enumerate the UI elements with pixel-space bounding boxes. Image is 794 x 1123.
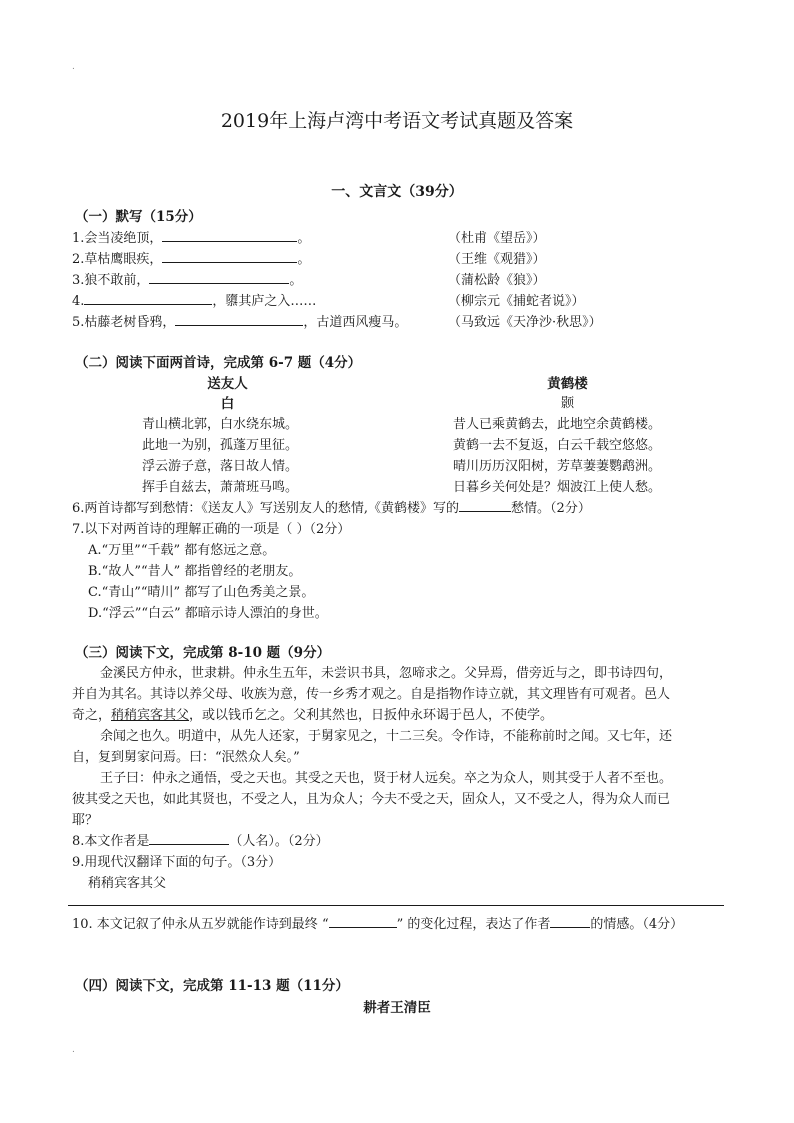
option-c: C.“青山”“晴川” 都写了山色秀美之景。 (88, 585, 315, 600)
recite-item-3: 3.狼不敢前， 。 (72, 273, 303, 288)
underlined-sentence: 稍稍宾客其父 (111, 708, 190, 723)
question-8: 8.本文作者是 （人名）。（2分） (72, 834, 329, 849)
recite-item-1: 1.会当凌绝顶， 。 (72, 231, 311, 246)
poem2-line: 晴川历历汉阳树，芳草萋萋鹦鹉洲。 (453, 459, 662, 474)
passage-line: 并自为其名。其诗以养父母、收族为意，传一乡秀才观之。自是指物作诗立就，其文理皆有可观者。邑人 (72, 687, 671, 702)
option-b: B.“故人”“昔人” 都指曾经的老朋友。 (88, 564, 302, 579)
poem1-line: 青山横北郭，白水绕东城。 (142, 417, 299, 432)
recite-source-2: （王维《观猎》） (448, 252, 546, 267)
answer-line (68, 905, 724, 906)
option-a: A.“万里”“千载” 都有悠远之意。 (88, 543, 276, 558)
poem2-author: 颢 (560, 396, 574, 411)
recite-item-5: 5.枯藤老树昏鸦， ，古道西风瘦马。 (72, 315, 408, 330)
page-title: 2019年上海卢湾中考语文考试真题及答案 (220, 110, 574, 132)
question-9: 9.用现代汉翻译下面的句子。（3分） (72, 855, 282, 870)
poem1-title: 送友人 (207, 376, 248, 392)
recite-source-5: （马致远《天净沙·秋思》） (448, 315, 602, 330)
poem1-line: 此地一为别，孤蓬万里征。 (142, 438, 299, 453)
poem2-line: 昔人已乘黄鹤去，此地空余黄鹤楼。 (453, 417, 662, 432)
recite-source-4: （柳宗元《捕蛇者说》） (448, 294, 585, 309)
section-heading: 一、文言文（39分） (331, 184, 463, 200)
passage-line: 彼其受之天也，如此其贤也，不受之人，且为众人；今夫不受之天，固众人，又不受之人，得为众人而已 (72, 792, 671, 807)
poem1-line: 挥手自兹去，萧萧班马鸣。 (142, 480, 299, 495)
corner-mark: . (72, 62, 75, 72)
passage-line: 自，复到舅家问焉。曰：“泯然众人矣。” (72, 750, 300, 765)
poem2-line: 黄鹤一去不复返，白云千载空悠悠。 (453, 438, 662, 453)
part2-heading: （二）阅读下面两首诗，完成第 6-7 题（4分） (75, 355, 362, 371)
question-10: 10. 本文记叙了仲永从五岁就能作诗到最终 “ ” 的变化过程，表达了作者 的情感。（4分） (72, 917, 684, 932)
recite-item-4: 4. ，隳其庐之入…… (72, 294, 317, 309)
question-6: 6.两首诗都写到愁情：《送友人》写送别友人的愁情,《黄鹤楼》写的 愁情。（2分） (72, 501, 591, 516)
recite-source-3: （蒲松龄《狼》） (448, 273, 546, 288)
corner-mark: . (72, 1045, 75, 1055)
option-d: D.“浮云”“白云” 都暗示诗人漂泊的身世。 (88, 606, 328, 621)
passage-line: 耶？ (72, 813, 99, 828)
part4-heading: （四）阅读下文，完成第 11-13 题（11分） (75, 978, 349, 994)
recite-item-2: 2.草枯鹰眼疾， 。 (72, 252, 311, 267)
recite-source-1: （杜甫《望岳》） (448, 231, 546, 246)
part4-title: 耕者王清臣 (363, 1000, 431, 1016)
poem2-title: 黄鹤楼 (547, 376, 588, 392)
question-9-sentence: 稍稍宾客其父 (88, 876, 167, 891)
question-7: 7.以下对两首诗的理解正确的一项是（ ）（2分） (72, 522, 351, 537)
poem1-author: 白 (220, 396, 235, 412)
passage-line: 奇之，稍稍宾客其父，或以钱币乞之。父利其然也，日扳仲永环谒于邑人，不使学。 (72, 708, 554, 723)
passage-line: 王子曰：仲永之通悟，受之天也。其受之天也，贤于材人远矣。卒之为众人，则其受于人者不至也。 (100, 771, 673, 786)
part3-heading: （三）阅读下文，完成第 8-10 题（9分） (75, 645, 331, 661)
passage-line: 金溪民方仲永，世隶耕。仲永生五年，未尝识书具，忽啼求之。父异焉，借旁近与之，即书诗四句， (100, 666, 673, 681)
poem1-line: 浮云游子意，落日故人情。 (142, 459, 299, 474)
poem2-line: 日暮乡关何处是？烟波江上使人愁。 (453, 480, 662, 495)
part1-heading: （一）默写（15分） (75, 209, 202, 225)
passage-line: 余闻之也久。明道中，从先人还家，于舅家见之，十二三矣。令作诗，不能称前时之闻。又七年，还 (100, 729, 673, 744)
